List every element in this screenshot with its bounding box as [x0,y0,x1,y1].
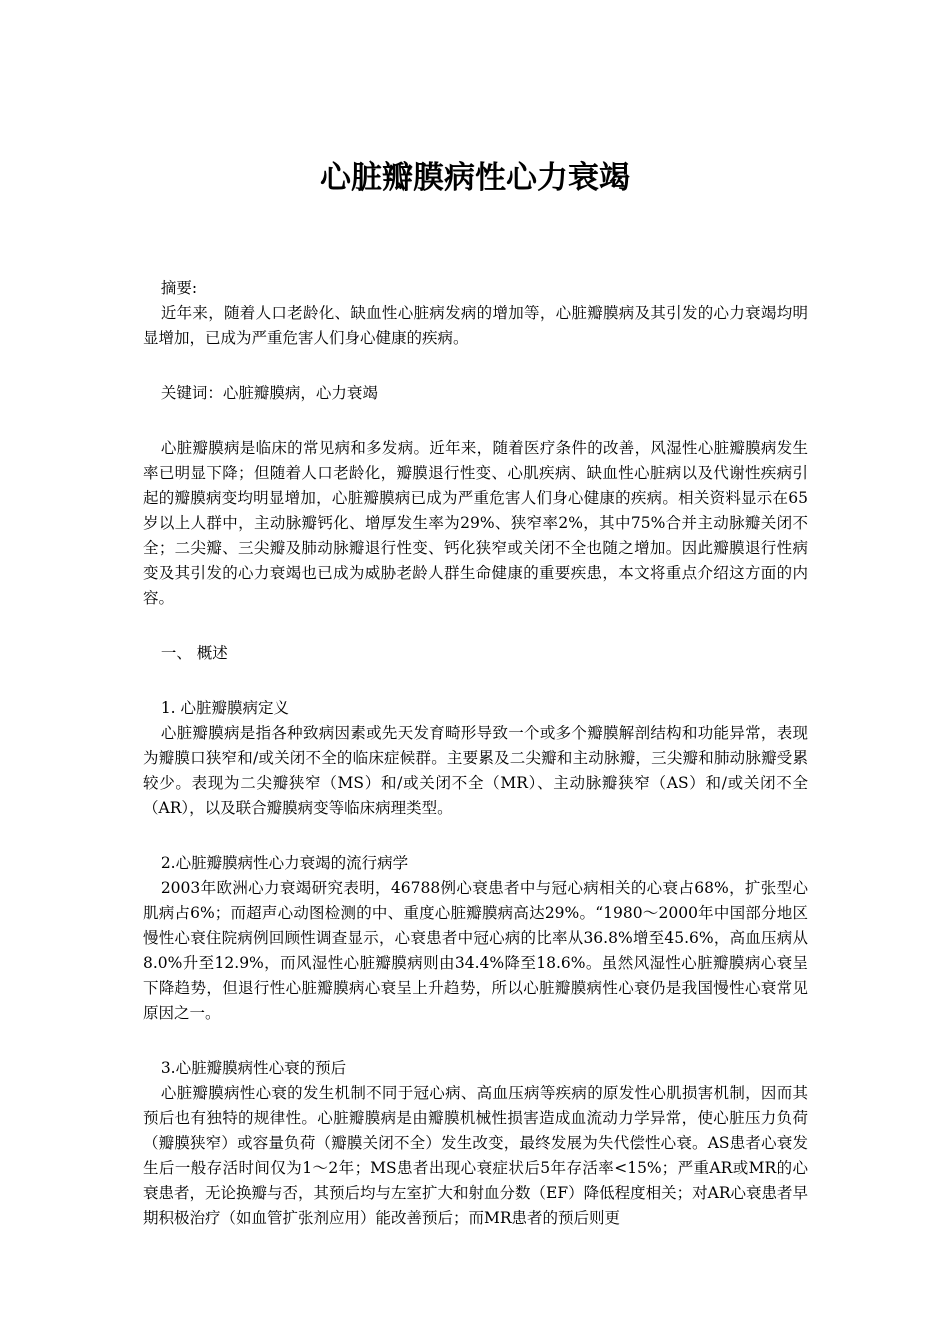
abstract-text: 近年来，随着人口老龄化、缺血性心脏病发病的增加等，心脏瓣膜病及其引发的心力衰竭均明显增加，已成为严重危害人们身心健康的疾病。 [143,304,808,347]
keywords: 关键词：心脏瓣膜病，心力衰竭 [160,384,378,402]
prognosis-paragraph: 心脏瓣膜病性心衰的发生机制不同于冠心病、高血压病等疾病的原发性心肌损害机制，因而其预后也有独特的规律性。心脏瓣膜病是由瓣膜机械性损害造成血流动力学异常，使心脏压力负荷（瓣膜狭窄）或容量负荷（瓣膜关闭不全）发生改变，最终发展为失代偿性心衰。AS患者心衰发生后一般存活时间仅为1～2年；MS患者出现心衰症状后5年存活率<15%；严重AR或MR的心衰患者，无论换瓣与否，其预后均与左室扩大和射血分数（EF）降低程度相关；对AR心衰患者早期积极治疗（如血管扩张剂应用）能改善预后；而MR患者的预后则更 [143,1084,808,1227]
document-body [143,276,808,1231]
intro-paragraph: 心脏瓣膜病是临床的常见病和多发病。近年来，随着医疗条件的改善，风湿性心脏瓣膜病发生率已明显下降；但随着人口老龄化，瓣膜退行性变、心肌疾病、缺血性心脏病以及代谢性疾病引起的瓣膜病变均明显增加，心脏瓣膜病已成为严重危害人们身心健康的疾病。相关资料显示在65岁以上人群中，主动脉瓣钙化、增厚发生率为29%、狭窄率2%，其中75%合并主动脉瓣关闭不全；二尖瓣、三尖瓣及肺动脉瓣退行性变、钙化狭窄或关闭不全也随之增加。因此瓣膜退行性病变及其引发的心力衰竭也已成为威胁老龄人群生命健康的重要疾患，本文将重点介绍这方面的内容。 [143,439,808,607]
epidemiology-paragraph: 2003年欧洲心力衰竭研究表明，46788例心衰患者中与冠心病相关的心衰占68%，扩张型心肌病占6%；而超声心动图检测的中、重度心脏瓣膜病高达29%。“1980～2000年中国部分地区慢性心衰住院病例回顾性调查显示，心衰患者中冠心病的比率从36.8%增至45.6%，高血压病从8.0%升至12.9%，而风湿性心脏瓣膜病则由34.4%降至18.6%。虽然风湿性心脏瓣膜病心衰呈下降趋势，但退行性心脏瓣膜病心衰呈上升趋势，所以心脏瓣膜病性心衰仍是我国慢性心衰常见原因之一。 [143,879,808,1022]
document-title: 心脏瓣膜病性心力衰竭 [320,160,630,196]
subsection-heading-epidemiology: 2.心脏瓣膜病性心力衰竭的流行病学 [160,854,409,872]
abstract-label: 摘要: [160,279,198,297]
definition-paragraph: 心脏瓣膜病是指各种致病因素或先天发育畸形导致一个或多个瓣膜解剖结构和功能异常，表现为瓣膜口狭窄和/或关闭不全的临床症候群。主要累及二尖瓣和主动脉瓣，三尖瓣和肺动脉瓣受累较少。表现为二尖瓣狭窄（MS）和/或关闭不全（MR）、主动脉瓣狭窄（AS）和/或关闭不全（AR），以及联合瓣膜病变等临床病理类型。 [143,724,808,817]
section-heading-overview: 一、 概述 [160,644,228,662]
subsection-heading-prognosis: 3.心脏瓣膜病性心衰的预后 [160,1059,347,1077]
subsection-heading-definition: 1. 心脏瓣膜病定义 [160,699,290,717]
